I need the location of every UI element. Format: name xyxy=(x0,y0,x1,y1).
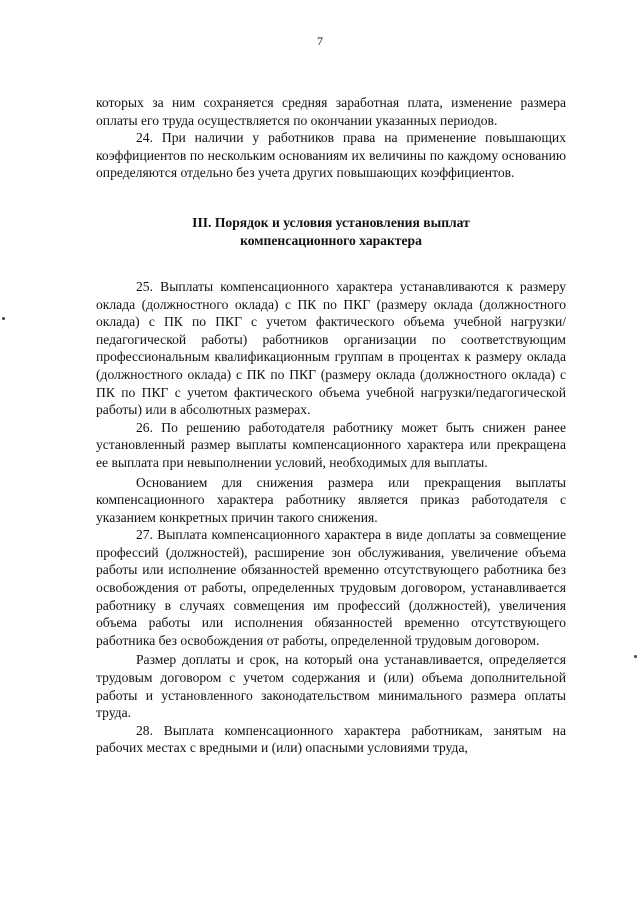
paragraph-continuation: которых за ним сохраняется средняя заработная плата, изменение размера оплаты его труда осуществляется по окончании указанных периодов. xyxy=(96,95,566,128)
scan-mark-left xyxy=(2,317,5,320)
paragraph-26-basis: Основанием для снижения размера или прекращения выплаты компенсационного характера работнику является приказ работодателя с указанием конкретных причин такого снижения. xyxy=(96,474,566,525)
paragraph-27: 27. Выплата компенсационного характера в виде доплаты за совмещение профессий (должностей), расширение зон обслуживания, увеличение объема работы или исполнение обязанностей временно отсутствующего работника без освобождения от работы, определенных трудовым договором, устанавливается работнику в случаях совмещения им профессий (должностей), увеличения объема работы или исполнения обязанностей временно отсутствующего работника без освобождения от работы, определенной трудовым договором. xyxy=(96,527,566,648)
paragraph-25: 25. Выплаты компенсационного характера устанавливаются к размеру оклада (должностного оклада) с ПК по ПКГ (размеру оклада (должностного оклада) с ПК по ПКГ с учетом фактического объема учебной нагрузки/педагогической работы) работников организации по соответствующим профессиональным квалификационным группам в процентах к размеру оклада (должностного оклада) с ПК по ПКГ (размеру оклада (должностного оклада) с ПК по ПКГ с учетом фактического объема учебной нагрузки/педагогической работы) или в абсолютных размерах. xyxy=(96,278,566,418)
section-heading-line-2: компенсационного характера xyxy=(240,232,422,248)
paragraph-28: 28. Выплата компенсационного характера работникам, занятым на рабочих местах с вредными и (или) опасными условиями труда, xyxy=(96,722,566,756)
paragraph-24: 24. При наличии у работников права на применение повышающих коэффициентов по нескольким основаниям их величины по каждому основанию определяются отдельно без учета других повышающих коэффициентов. xyxy=(96,130,566,181)
scan-mark-right xyxy=(634,655,637,658)
paragraph-27-amount: Размер доплаты и срок, на который она устанавливается, определяется трудовым договором с учетом содержания и (или) объема дополнительной работы и установленного законодательством минимального размера оплаты труда. xyxy=(96,652,566,721)
section-heading-line-1: III. Порядок и условия установления выплат xyxy=(192,214,470,230)
section-heading xyxy=(96,214,566,250)
document-body xyxy=(96,94,566,757)
paragraph-26: 26. По решению работодателя работнику может быть снижен ранее установленный размер выплаты компенсационного характера или прекращена ее выплата при невыполнении условий, необходимых для выплаты. xyxy=(96,419,566,470)
page-number: 7 xyxy=(317,34,323,48)
